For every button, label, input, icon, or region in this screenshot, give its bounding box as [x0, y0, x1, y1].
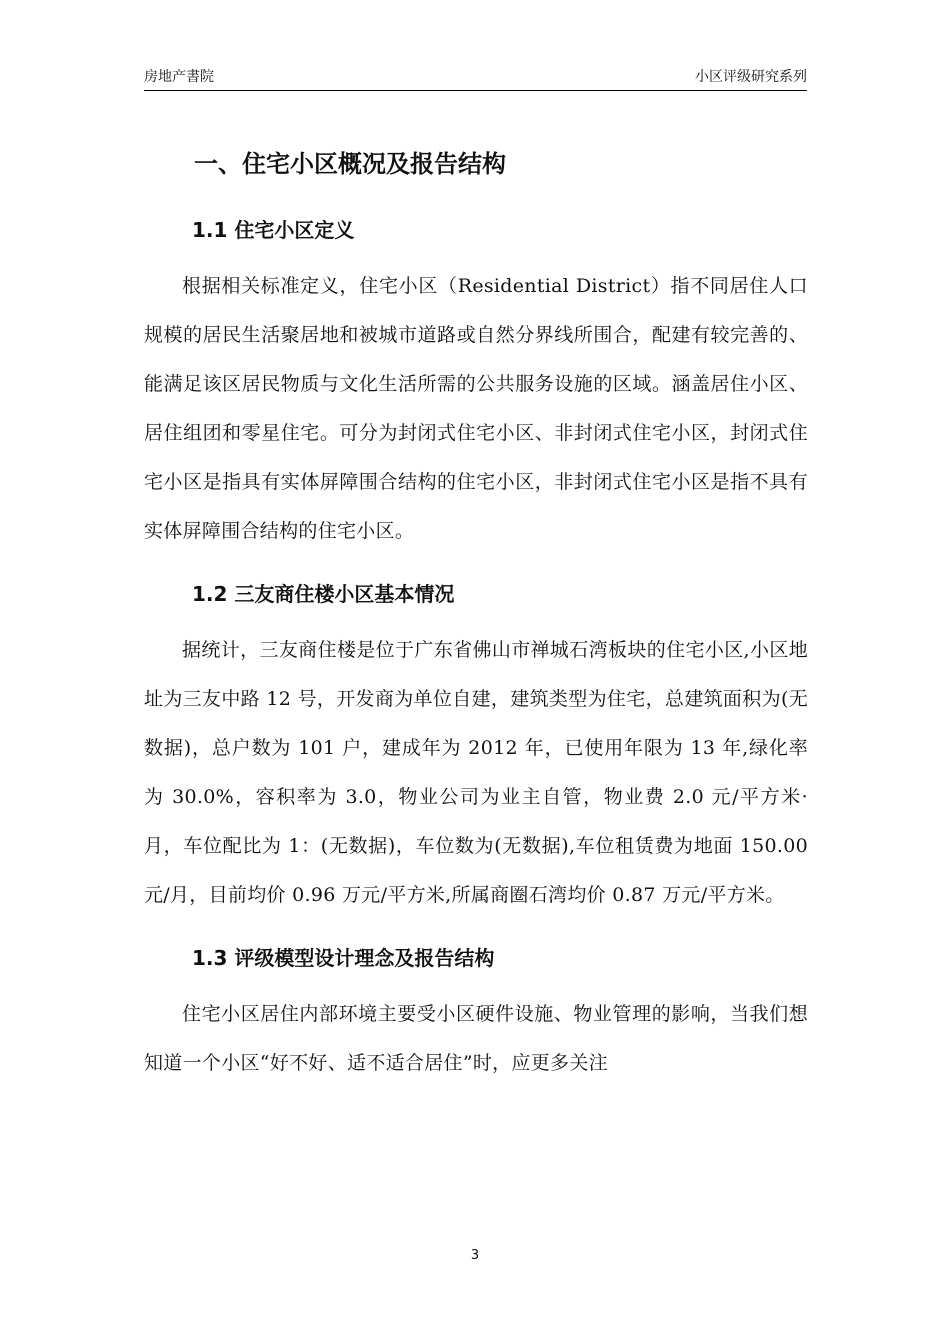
page-header: [144, 64, 807, 91]
header-publisher: 房地产書院: [144, 69, 214, 85]
section-title: 一、住宅小区概况及报告结构: [194, 150, 506, 178]
subsection-title-1-3: 1.3 评级模型设计理念及报告结构: [192, 946, 495, 970]
paragraph-model-design: 住宅小区居住内部环境主要受小区硬件设施、物业管理的影响，当我们想知道一个小区“好不好、适不适合居住”时，应更多关注: [144, 1003, 808, 1074]
header-series-title: 小区评级研究系列: [695, 69, 807, 85]
page-number: 3: [470, 1248, 480, 1263]
paragraph-basic-info: 据统计，三友商住楼是位于广东省佛山市禅城石湾板块的住宅小区,小区地址为三友中路 12 号，开发商为单位自建，建筑类型为住宅，总建筑面积为(无数据)，总户数为 101 户，建成年为 2012 年，已使用年限为 13 年,绿化率为 30.0%，容积率为 3.0，物业公司为业主自管，物业费 2.0 元/平方米·月，车位配比为 1：(无数据)，车位数为(无数据),车位租赁费为地面 150.00 元/月，目前均价 0.96 万元/平方米,所属商圈石湾均价 0.87 万元/平方米。: [144, 639, 808, 906]
subsection-title-1-2: 1.2 三友商住楼小区基本情况: [192, 582, 455, 606]
subsection-title-1-1: 1.1 住宅小区定义: [192, 218, 355, 242]
paragraph-definition: 根据相关标准定义，住宅小区（Residential District）指不同居住人口规模的居民生活聚居地和被城市道路或自然分界线所围合，配建有较完善的、能满足该区居民物质与文化生活所需的公共服务设施的区域。涵盖居住小区、居住组团和零星住宅。可分为封闭式住宅小区、非封闭式住宅小区，封闭式住宅小区是指具有实体屏障围合结构的住宅小区，非封闭式住宅小区是指不具有实体屏障围合结构的住宅小区。: [144, 275, 808, 542]
document-body: [144, 140, 808, 1106]
